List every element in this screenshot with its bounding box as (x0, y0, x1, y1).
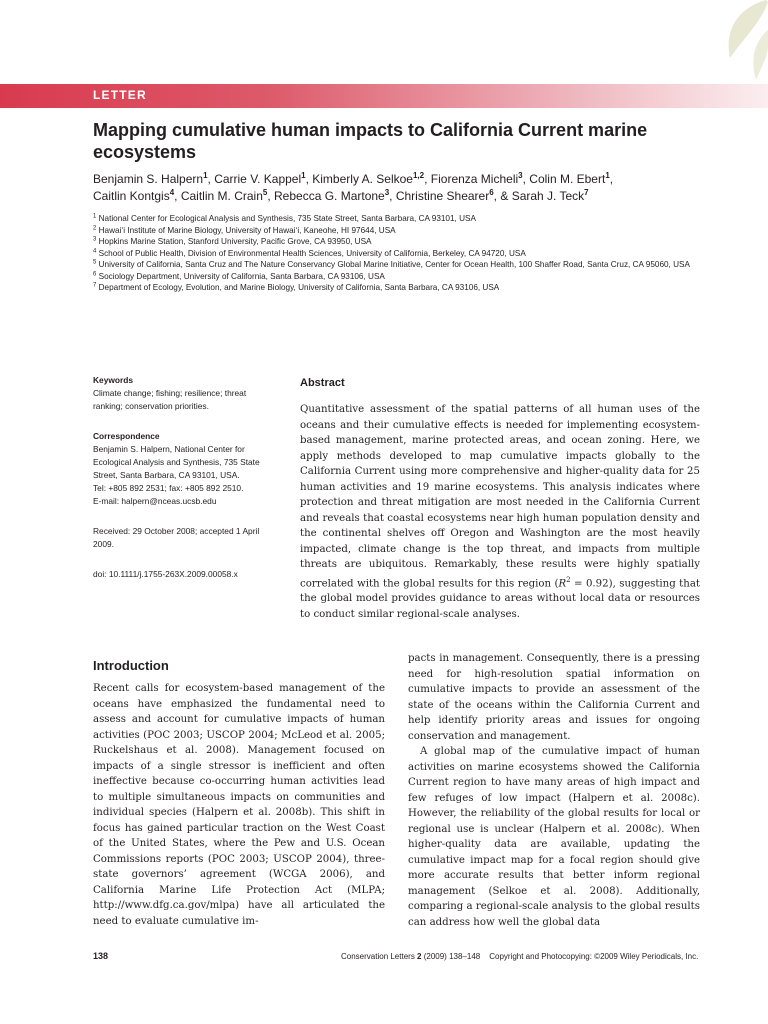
author-affiliation-marker: 3 (518, 171, 523, 180)
section-band (0, 84, 768, 108)
affiliation-item (93, 236, 693, 248)
author-separator: , (609, 172, 614, 186)
affiliation-item (93, 271, 693, 283)
author-list (93, 171, 703, 205)
author-name: Rebecca G. Martone (274, 189, 385, 203)
affiliation-text: National Center for Ecological Analysis and Synthesis, 735 State Street, Santa Barbara, CA 93101, USA (98, 214, 476, 223)
author-name: Colin M. Ebert (529, 172, 606, 186)
correspondence-block (93, 430, 278, 508)
keywords-heading: Keywords (93, 375, 134, 385)
journal-name: Conservation Letters (341, 952, 418, 961)
abstract-heading: Abstract (300, 377, 345, 389)
author-separator: , (389, 189, 396, 203)
correspondence-phone: Tel: +805 892 2531; fax: +805 892 2510. (93, 483, 244, 493)
journal-pages: (2009) 138–148 (421, 952, 481, 961)
abstract-text (300, 402, 700, 622)
affiliation-list (93, 213, 693, 294)
affiliation-text: Sociology Department, University of California, Santa Barbara, CA 93106, USA (98, 271, 385, 281)
keywords-text: Climate change; fishing; resilience; threat ranking; conservation priorities. (93, 388, 247, 411)
author-separator: , (174, 189, 181, 203)
affiliation-item (93, 248, 693, 260)
author-name: Fiorenza Micheli (430, 172, 519, 186)
author-name: Sarah J. Teck (511, 189, 585, 203)
introduction-heading: Introduction (93, 658, 169, 673)
author-affiliation-marker: 1 (203, 171, 208, 180)
author-separator: , & (493, 189, 512, 203)
affiliation-item (93, 213, 693, 225)
author-affiliation-marker: 6 (489, 188, 494, 197)
correspondence-address: Benjamin S. Halpern, National Center for Ecological Analysis and Synthesis, 735 State Street, Santa Barbara, CA 93101, USA. (93, 444, 260, 480)
copyright-notice: Copyright and Photocopying: ©2009 Wiley Periodicals, Inc. (489, 952, 699, 961)
abstract-text-part-1: Quantitative assessment of the spatial patterns of all human uses of the oceans and their cumulative effects is needed for implementing ecosystem-based management, marine protected areas, and ocean zoning. Here, we apply methods developed to map cumulative impacts globally to the California Current using more comprehensive and higher-quality data for 25 human activities and 19 marine ecosystems. This analysis indicates where protection and threat mitigation are most needed in the California Current and reveals that coastal ecosystems near high human population density and the continental shelves off Oregon and Washington are the most heavily impacted, climate change is the top threat, and impacts from multiple threats are ubiquitous. Remarkably, these results were highly spatially correlated with the global results for this region ( (300, 404, 700, 589)
leaf-logo-icon (658, 0, 768, 84)
section-label: LETTER (93, 88, 147, 102)
affiliation-item (93, 259, 693, 271)
affiliation-number: 6 (93, 270, 97, 277)
affiliation-text: Department of Ecology, Evolution, and Marine Biology, University of California, Santa Barbara, CA 93106, USA (98, 283, 500, 292)
correspondence-heading: Correspondence (93, 431, 160, 441)
author-separator: , (522, 172, 530, 186)
affiliation-item (93, 225, 693, 237)
author-name: Caitlin Kontgis (93, 189, 170, 203)
abstract-text-part-2: = 0.92), suggesting that the global model provides guidance to areas without local data or resources to conduct similar regional-scale analyses. (300, 577, 700, 620)
author-affiliation-marker: 3 (384, 188, 390, 197)
affiliation-number: 5 (93, 259, 97, 266)
article-title: Mapping cumulative human impacts to California Current marine ecosystems (93, 120, 648, 162)
affiliation-number: 2 (93, 224, 97, 231)
journal-volume: 2 (417, 952, 422, 961)
author-affiliation-marker: 7 (584, 188, 589, 197)
journal-citation (341, 952, 698, 961)
author-name: Carrie V. Kappel (214, 172, 302, 186)
author-affiliation-marker: 1 (605, 171, 610, 180)
intro-left-column (93, 681, 385, 929)
affiliation-text: Hopkins Marine Station, Stanford University, Pacific Grove, CA 93950, USA (98, 237, 372, 246)
received-dates: Received: 29 October 2008; accepted 1 April 2009. (93, 526, 260, 549)
keywords-block (93, 374, 278, 413)
author-affiliation-marker: 1 (301, 171, 306, 180)
intro-paragraph-2: A global map of the cumulative impact of human activities on marine ecosystems showed the California Current region to have many areas of high impact and few refuges of low impact (Halpern et al. 2008c). However, the reliability of the global results for local or regional use is unclear (Halpern et al. 2008c). When higher-quality data are available, updating the cumulative impact map for a focal region should give more accurate results that better inform regional management (Selkoe et al. 2008). Additionally, comparing a regional-scale analysis to the global results can address how well the global data (408, 746, 700, 928)
author-name: Benjamin S. Halpern (93, 172, 204, 186)
r-squared-exponent: 2 (566, 575, 571, 584)
affiliation-text: University of California, Santa Cruz and The Nature Conservancy Global Marine Initiative, Center for Ocean Health, 100 Shaffer Road, Santa Cruz, CA 95060, USA (98, 260, 690, 269)
r-squared-symbol: R (558, 577, 567, 589)
affiliation-number: 4 (93, 247, 97, 254)
affiliation-number: 1 (93, 213, 97, 220)
author-affiliation-marker: 5 (262, 188, 268, 197)
author-name: Caitlin M. Crain (180, 189, 263, 203)
affiliation-number: 3 (93, 236, 97, 243)
author-separator: , (424, 172, 431, 186)
author-affiliation-marker: 4 (169, 188, 175, 197)
page-number: 138 (93, 951, 109, 961)
doi: doi: 10.1111/j.1755-263X.2009.00058.x (93, 569, 238, 579)
intro-right-column (408, 651, 700, 930)
affiliation-item (93, 282, 693, 294)
intro-paragraph-1: Recent calls for ecosystem-based management of the oceans have emphasized the fundamental need to assess and account for cumulative impacts of human activities (POC 2003; USCOP 2004; McLeod et al. 2005; Ruckelshaus et al. 2008). Management focused on impacts of a single stressor is inefficient and often ineffective because co-occurring human activities lead to multiple simultaneous impacts on communities and individual species (Halpern et al. 2008b). This shift in focus has gained particular traction on the West Coast of the United States, where the Pew and U.S. Ocean Commissions reports (POC 2003; USCOP 2004), three-state governors’ agreement (WCGA 2006), and California Marine Life Protection Act (MLPA; http://www.dfg.ca.gov/mlpa) have all articulated the need to evaluate cumulative im- (93, 683, 385, 927)
author-separator: , (267, 189, 274, 203)
author-name: Christine Shearer (395, 189, 490, 203)
author-name: Kimberly A. Selkoe (312, 172, 413, 186)
author-separator: , (207, 172, 215, 186)
affiliation-text: Hawai‘i Institute of Marine Biology, University of Hawai‘i, Kaneohe, HI 97644, USA (98, 225, 396, 235)
affiliation-text: School of Public Health, Division of Environmental Health Sciences, University of California, Berkeley, CA 94720, USA (98, 248, 526, 258)
correspondence-email: E-mail: halpern@nceas.ucsb.edu (93, 496, 217, 506)
affiliation-number: 7 (93, 282, 97, 289)
intro-paragraph-1-cont: pacts in management. Consequently, there is a pressing need for high-resolution spatial information on cumulative impacts to provide an assessment of the state of the oceans within the California Current and help identify priority areas and issues for ongoing conservation and management. (408, 653, 700, 742)
author-separator: , (305, 172, 313, 186)
author-affiliation-marker: 1,2 (412, 171, 425, 180)
